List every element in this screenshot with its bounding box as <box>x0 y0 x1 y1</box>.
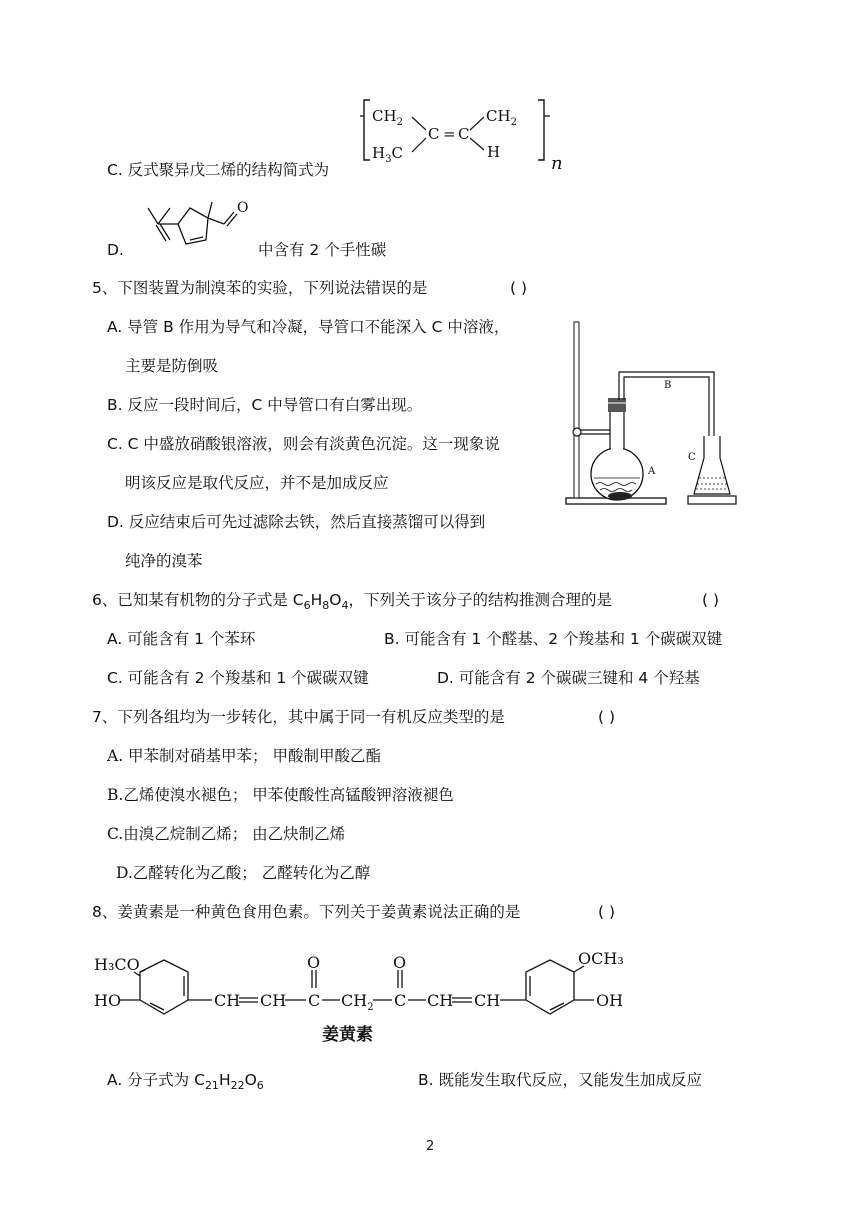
q8-answer-paren: ( ) <box>598 903 616 921</box>
ch2-left-label: $CH_2$ <box>372 107 403 128</box>
alkene-c2: C <box>458 125 470 143</box>
q7-option-a: A. 甲苯制对硝基甲苯； 甲酸制甲酸乙酯 <box>107 747 381 765</box>
ch2-right-label: $CH_2$ <box>486 107 517 128</box>
label-c: C <box>688 452 696 463</box>
q4-option-c-text: C. 反式聚异戊二烯的结构简式为 <box>107 161 330 179</box>
q5-option-a-line2: 主要是防倒吸 <box>125 357 219 375</box>
och3-label: OCH₃ <box>578 949 624 968</box>
carbonyl-o-2: O <box>393 953 407 972</box>
bromobenzene-apparatus-figure <box>562 318 762 518</box>
q8-stem: 8、姜黄素是一种黄色食用色素。下列关于姜黄素说法正确的是 <box>92 903 521 921</box>
chain-ch2: $CH_2$ <box>341 991 374 1013</box>
q5-stem: 5、下图装置为制溴苯的实验，下列说法错误的是 <box>92 279 428 297</box>
h-label: H <box>487 143 501 161</box>
curcumin-structure <box>90 948 650 1048</box>
q5-option-c-line2: 明该反应是取代反应，并不是加成反应 <box>125 474 389 492</box>
q8-option-b: B. 既能发生取代反应，又能发生加成反应 <box>418 1071 702 1089</box>
chain-ch-2: CH <box>260 991 287 1010</box>
carbonyl-o-1: O <box>307 953 321 972</box>
oh-right-label: OH <box>596 991 624 1010</box>
label-b: B <box>664 380 672 391</box>
q6-option-d: D. 可能含有 2 个碳碳三键和 4 个羟基 <box>437 669 700 687</box>
curcumin-caption: 姜黄素 <box>322 1025 373 1045</box>
q7-option-d: D.乙醛转化为乙酸； 乙醛转化为乙醇 <box>116 864 371 882</box>
carbonyl-c-1: C <box>308 991 321 1010</box>
ho-left-label: HO <box>94 991 122 1010</box>
n-subscript: n <box>551 153 563 174</box>
q5-option-d-line2: 纯净的溴苯 <box>125 552 203 570</box>
q7-answer-paren: ( ) <box>598 708 616 726</box>
label-a: A <box>648 466 656 477</box>
q8-option-a: A. 分子式为 $C_{21}H_{22}O_6$ <box>107 1071 264 1093</box>
chain-ch-1: CH <box>214 991 241 1010</box>
q6-option-a: A. 可能含有 1 个苯环 <box>107 630 256 648</box>
carbonyl-c-2: C <box>394 991 407 1010</box>
q4-option-d-label: D. <box>107 241 124 259</box>
q4-option-d-text: 中含有 2 个手性碳 <box>258 241 387 259</box>
q6-option-c: C. 可能含有 2 个羧基和 1 个碳碳双键 <box>107 669 369 687</box>
aldehyde-o: O <box>237 200 249 216</box>
polyisoprene-structure <box>360 94 580 174</box>
q6-answer-paren: ( ) <box>702 591 720 609</box>
q6-stem: 6、已知某有机物的分子式是 $C_6H_8O_4$，下列关于该分子的结构推测合理的是 <box>92 591 612 613</box>
q7-option-b: B.乙烯使溴水褪色； 甲苯使酸性高锰酸钾溶液褪色 <box>107 786 454 804</box>
q5-option-d-line1: D. 反应结束后可先过滤除去铁，然后直接蒸馏可以得到 <box>107 513 486 531</box>
chain-ch-3: CH <box>427 991 454 1010</box>
h3co-label: H₃CO <box>94 955 140 974</box>
chain-ch-4: CH <box>474 991 501 1010</box>
q5-option-c-line1: C. C 中盛放硝酸银溶液，则会有淡黄色沉淀。这一现象说 <box>107 435 500 453</box>
page-number: 2 <box>426 1139 435 1154</box>
chiral-molecule-structure <box>140 200 260 260</box>
q5-option-a-line1: A. 导管 B 作用为导气和冷凝，导管口不能深入 C 中溶液， <box>107 318 510 336</box>
q5-answer-paren: ( ) <box>510 279 528 297</box>
h3c-label: $H_3C$ <box>372 144 403 165</box>
q7-stem: 7、下列各组均为一步转化，其中属于同一有机反应类型的是 <box>92 708 505 726</box>
q5-option-b: B. 反应一段时间后，C 中导管口有白雾出现。 <box>107 396 423 414</box>
double-bond: = <box>443 125 456 143</box>
q6-option-b: B. 可能含有 1 个醛基、2 个羧基和 1 个碳碳双键 <box>384 630 723 648</box>
alkene-c1: C <box>428 125 440 143</box>
q7-option-c: C.由溴乙烷制乙烯； 由乙炔制乙烯 <box>107 825 346 843</box>
